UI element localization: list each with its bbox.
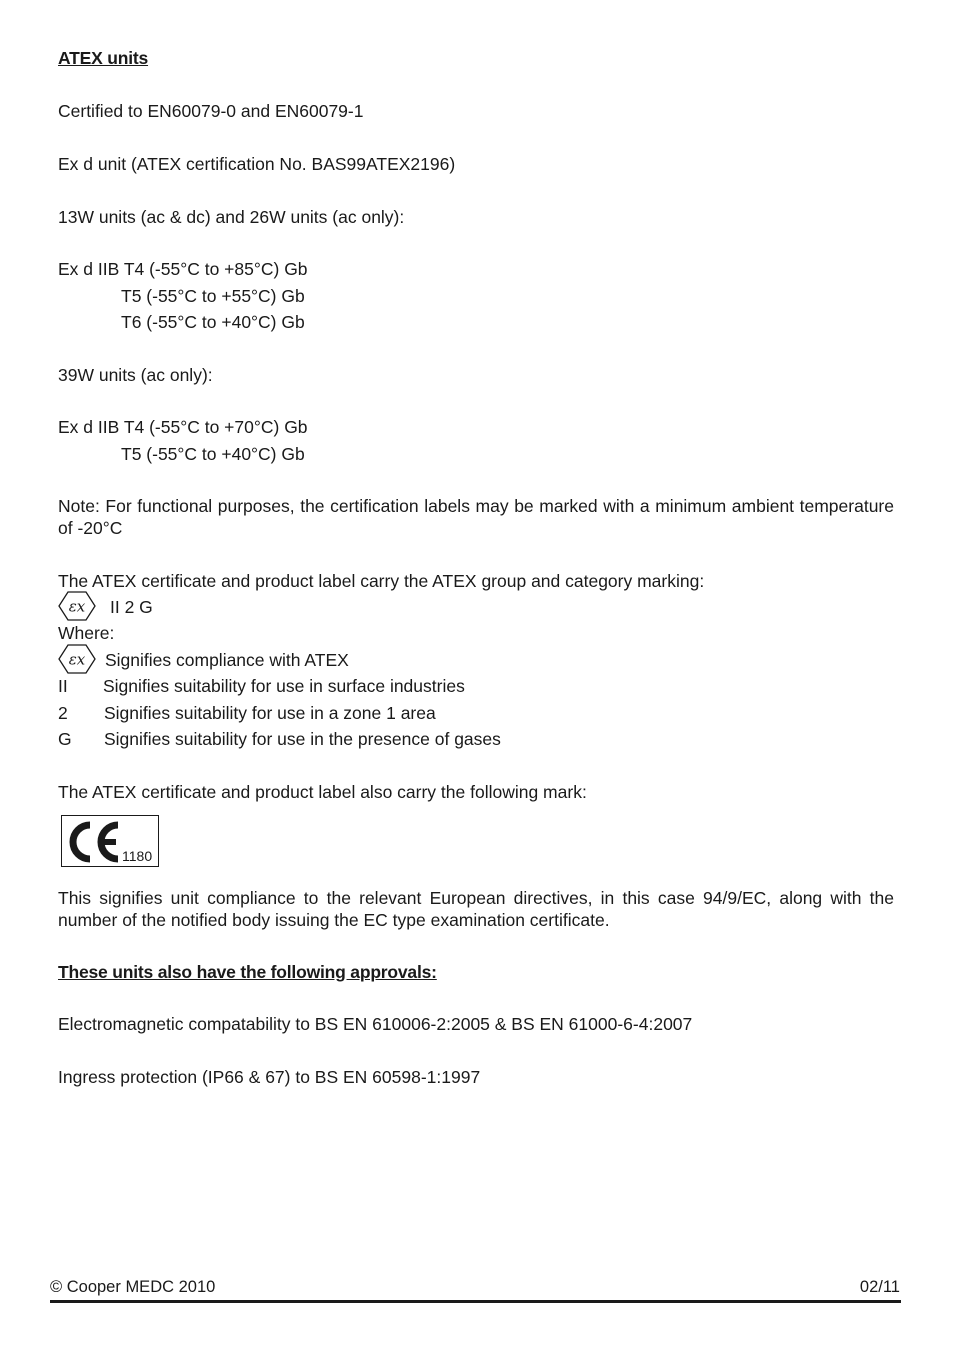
legend-desc: Signifies suitability for use in the presence of gases [104,729,501,749]
legend-code: G [58,729,72,749]
atex-marking: II 2 G [110,597,153,617]
footer-page-number: 02/11 [859,1278,900,1296]
legend-desc: Signifies suitability for use in surface industries [103,676,465,696]
notified-body-number: 1180 [122,848,153,864]
atex-marking-intro: The ATEX certificate and product label carry the ATEX group and category marking: [58,571,705,591]
note-paragraph: Note: For functional purposes, the certification labels may be marked with a minimum ambient temperature of -20°C [58,496,894,538]
rating-line: Ex d IIB T4 (-55°C to +85°C) Gb [58,259,308,279]
legend-code: 2 [58,703,68,723]
section-heading: ATEX units [58,48,149,68]
ex-icon [58,591,96,621]
where-label: Where: [58,623,115,643]
legend-desc: Signifies suitability for use in a zone 1 area [104,703,436,723]
certified-text: Certified to EN60079-0 and EN60079-1 [58,101,364,121]
ce-explanation: This signifies unit compliance to the relevant European directives, in this case 94/9/EC, along with the number of the notified body issuing the EC type examination certificate. [58,888,894,930]
svg-text:εx: εx [68,597,86,616]
mark-intro: The ATEX certificate and product label also carry the following mark: [58,782,587,802]
rating-line: T5 (-55°C to +55°C) Gb [121,286,305,306]
units-39-heading: 39W units (ac only): [58,365,213,385]
rating-line: Ex d IIB T4 (-55°C to +70°C) Gb [58,417,308,437]
footer-copyright: © Cooper MEDC 2010 [50,1278,216,1296]
approvals-heading: These units also have the following approvals: [58,962,437,982]
legend-desc: Signifies compliance with ATEX [105,650,349,670]
rating-line: T5 (-55°C to +40°C) Gb [121,444,305,464]
legend-code: II [58,676,68,696]
ce-mark-icon [64,817,122,865]
svg-text:εx: εx [68,650,86,669]
footer-divider [50,1300,901,1303]
ingress-text: Ingress protection (IP66 & 67) to BS EN 60598-1:1997 [58,1067,481,1087]
ce-mark [61,815,159,867]
rating-line: T6 (-55°C to +40°C) Gb [121,312,305,332]
units-13-26-heading: 13W units (ac & dc) and 26W units (ac only): [58,207,405,227]
exd-unit-text: Ex d unit (ATEX certification No. BAS99ATEX2196) [58,154,456,174]
emc-text: Electromagnetic compatability to BS EN 610006-2:2005 & BS EN 61000-6-4:2007 [58,1014,693,1034]
ex-icon [58,644,96,674]
